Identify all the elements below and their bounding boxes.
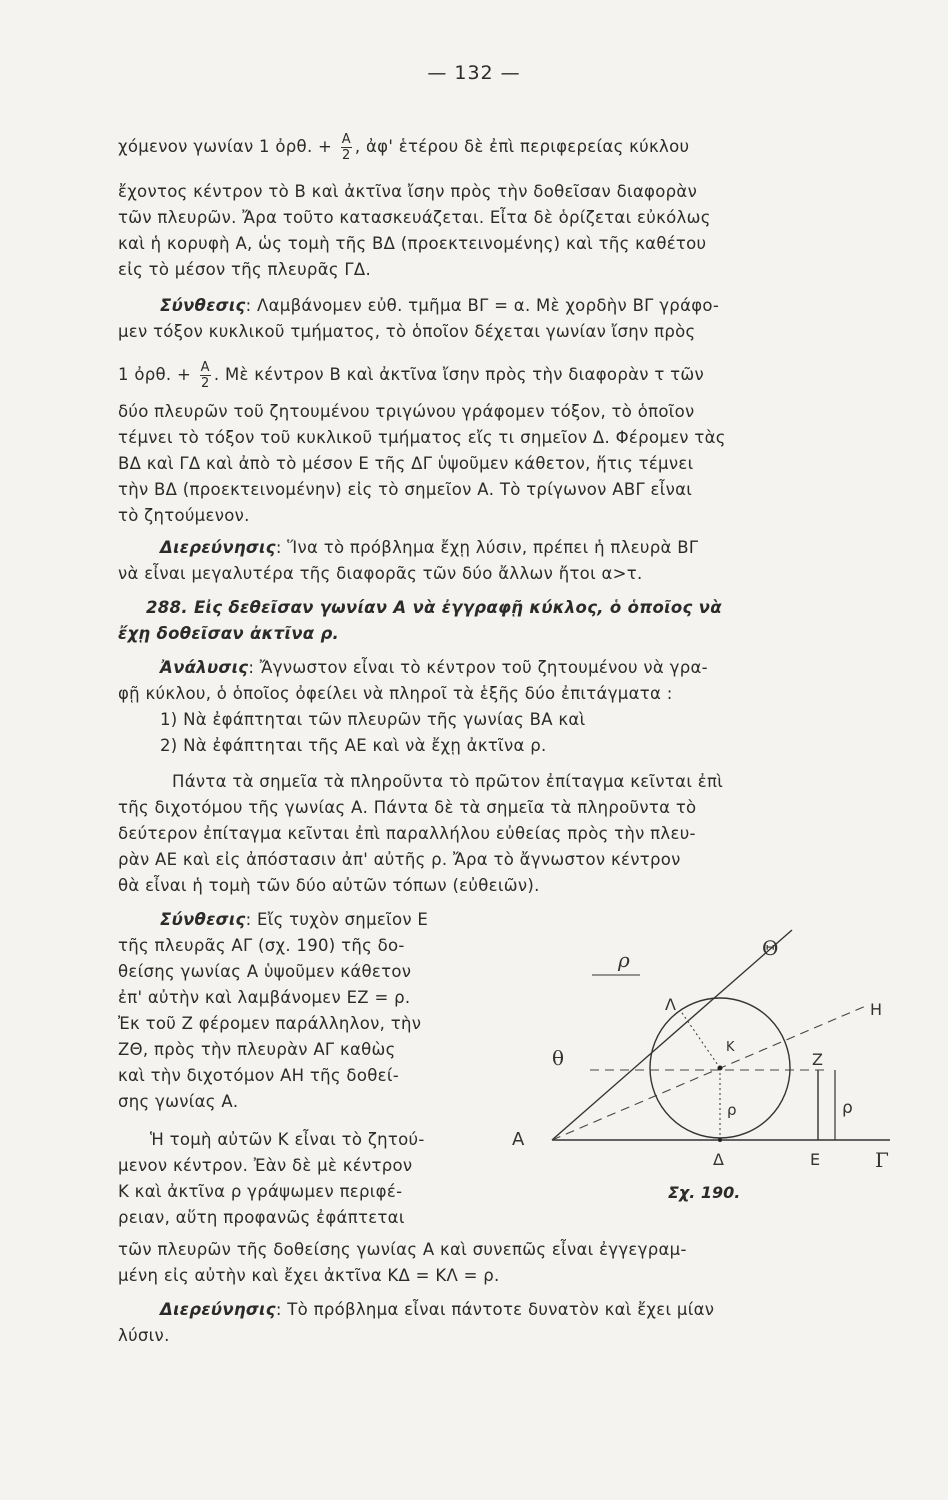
label-theta-top: Θ xyxy=(762,936,779,960)
label-Z: Z xyxy=(812,1050,823,1069)
text-line xyxy=(118,1240,687,1259)
fraction-numerator: A xyxy=(200,360,210,375)
text-line xyxy=(160,736,547,755)
line-text: : Τὸ πρόβλημα εἶναι πάντοτε δυνατὸν καὶ ἔχει μίαν xyxy=(275,1300,715,1319)
text-line xyxy=(160,538,698,557)
line-text: Ἐκ τοῦ Ζ φέρομεν παράλληλον, τὴν xyxy=(118,1014,422,1033)
fraction-denominator: 2 xyxy=(342,148,351,163)
line-text: Πάντα τὰ σημεῖα τὰ πληροῦντα τὸ πρῶτον ἐπίταγμα κεῖνται ἐπὶ xyxy=(172,772,724,791)
label-rho-top: ρ xyxy=(618,948,630,972)
label-H: H xyxy=(870,1000,883,1019)
line-text: θὰ εἶναι ἡ τομὴ τῶν δύο αὐτῶν τόπων (εὐθειῶν). xyxy=(118,876,540,895)
text-line xyxy=(118,1014,421,1033)
line-text: 1 ὀρθ. + xyxy=(118,365,197,384)
heading-text: 288. Εἰς δεθεῖσαν γωνίαν Α νὰ ἐγγραφῇ κύκλος, ὁ ὁποῖος νὰ xyxy=(146,598,722,617)
line-text-cont: , ἀφ' ἑτέρου δὲ ἐπὶ περιφερείας κύκλου xyxy=(354,137,690,156)
text-line xyxy=(118,428,726,447)
line-text: δύο πλευρῶν τοῦ ζητουμένου τριγώνου γράφομεν τόξον, τὸ ὁποῖον xyxy=(118,402,695,421)
text-line xyxy=(118,1208,405,1227)
line-text: μενον κέντρον. Ἐὰν δὲ μὲ κέντρον xyxy=(118,1156,413,1175)
page-number: — 132 — xyxy=(427,62,521,84)
text-line xyxy=(118,624,339,643)
label-rho-inner: ρ xyxy=(727,1101,737,1119)
text-line xyxy=(118,1092,238,1111)
line-text: 2) Νὰ ἐφάπτηται τῆς ΑΕ καὶ νὰ ἔχῃ ἀκτῖνα ρ. xyxy=(160,736,547,755)
text-line xyxy=(172,772,723,791)
label-theta-left: θ xyxy=(552,1046,565,1070)
line-text: τέμνει τὸ τόξον τοῦ κυκλικοῦ τμήματος εἴς τι σημεῖον Δ. Φέρομεν τὰς xyxy=(118,428,726,447)
line-text: ΖΘ, πρὸς τὴν πλευρὰν ΑΓ καθὼς xyxy=(118,1040,396,1059)
point-K xyxy=(718,1066,723,1071)
line-text: λύσιν. xyxy=(118,1326,170,1345)
line-text: ΒΔ καὶ ΓΔ καὶ ἀπὸ τὸ μέσον Ε τῆς ΔΓ ὑψοῦμεν κάθετον, ἥτις τέμνει xyxy=(118,454,694,473)
text-line xyxy=(118,684,673,703)
text-line xyxy=(118,360,704,391)
bisector-AH xyxy=(552,1005,868,1140)
text-line xyxy=(146,598,722,617)
point-Delta xyxy=(718,1138,722,1142)
text-line xyxy=(118,876,540,895)
line-text-cont: . Μὲ κέντρον Β καὶ ἀκτῖνα ἴσην πρὸς τὴν διαφορὰν τ τῶν xyxy=(213,365,704,384)
radius-K-Lambda xyxy=(680,1010,720,1068)
line-text: δεύτερον ἐπίταγμα κεῖνται ἐπὶ παραλλήλου εὐθείας πρὸς τὴν πλευ- xyxy=(118,824,696,843)
label-rho-side: ρ xyxy=(842,1098,853,1118)
fraction xyxy=(341,132,352,163)
label-Delta: Δ xyxy=(713,1150,724,1169)
line-text: τῶν πλευρῶν τῆς δοθείσης γωνίας Α καὶ συνεπῶς εἶναι ἐγγεγραμ- xyxy=(118,1240,687,1259)
text-line xyxy=(118,234,706,253)
fraction-numerator: A xyxy=(341,132,351,147)
text-line xyxy=(118,208,711,227)
angle-side-top xyxy=(552,930,792,1140)
line-text: θείσης γωνίας Α ὑψοῦμεν κάθετον xyxy=(118,962,412,981)
line-text: τῶν πλευρῶν. Ἄρα τοῦτο κατασκευάζεται. Εἶτα δὲ ὁρίζεται εὐκόλως xyxy=(118,208,711,227)
line-text: φῇ κύκλου, ὁ ὁποῖος ὀφείλει νὰ πληροῖ τὰ ἑξῆς δύο ἐπιτάγματα : xyxy=(118,684,673,703)
line-text: : Ἵνα τὸ πρόβλημα ἔχῃ λύσιν, πρέπει ἡ πλευρὰ ΒΓ xyxy=(275,538,699,557)
text-line xyxy=(118,1266,500,1285)
line-text: Ἡ τομὴ αὐτῶν Κ εἶναι τὸ ζητού- xyxy=(150,1130,425,1149)
text-line xyxy=(118,506,250,525)
line-text: ρειαν, αὕτη προφανῶς ἐφάπτεται xyxy=(118,1208,405,1227)
line-text: σης γωνίας Α. xyxy=(118,1092,239,1111)
line-text: : Λαμβάνομεν εὐθ. τμῆμα ΒΓ = α. Μὲ χορδὴν ΒΓ γράφο- xyxy=(245,296,720,315)
line-text: τῆς διχοτόμου τῆς γωνίας Α. Πάντα δὲ τὰ σημεῖα τὰ πληροῦντα τὸ xyxy=(118,798,697,817)
label-Lambda: Λ xyxy=(665,995,676,1014)
line-text: καὶ ἡ κορυφὴ Α, ὡς τομὴ τῆς ΒΔ (προεκτεινομένης) καὶ τῆς καθέτου xyxy=(118,234,707,253)
line-text: τὸ ζητούμενον. xyxy=(118,506,250,525)
text-line xyxy=(118,1182,402,1201)
text-line xyxy=(118,936,405,955)
line-text: ἐπ' αὐτὴν καὶ λαμβάνομεν ΕΖ = ρ. xyxy=(118,988,411,1007)
label-Gamma: Γ xyxy=(875,1148,889,1172)
text-line xyxy=(150,1130,425,1149)
text-line xyxy=(118,402,695,421)
line-text: μεν τόξον κυκλικοῦ τμήματος, τὸ ὁποῖον δέχεται γωνίαν ἴσην πρὸς xyxy=(118,322,696,341)
figure-190 xyxy=(512,925,910,1175)
text-line xyxy=(118,564,643,583)
figure-caption: Σχ. 190. xyxy=(668,1183,741,1202)
heading-text: Σύνθεσις xyxy=(160,910,246,929)
line-text: τὴν ΒΔ (προεκτεινομένην) εἰς τὸ σημεῖον Α. Τὸ τρίγωνον ΑΒΓ εἶναι xyxy=(118,480,693,499)
line-text: χόμενον γωνίαν 1 ὀρθ. + xyxy=(118,137,338,156)
label-K: K xyxy=(726,1040,735,1055)
heading-text: Σύνθεσις xyxy=(160,296,246,315)
text-line xyxy=(118,480,692,499)
text-line xyxy=(118,850,681,869)
text-line xyxy=(118,988,410,1007)
text-line xyxy=(118,1066,399,1085)
fraction xyxy=(200,360,211,391)
heading-text: Ἀνάλυσις xyxy=(160,658,249,677)
line-text: εἰς τὸ μέσον τῆς πλευρᾶς ΓΔ. xyxy=(118,260,372,279)
heading-text: Διερεύνησις xyxy=(160,1300,276,1319)
text-line xyxy=(118,182,697,201)
text-line xyxy=(118,132,689,163)
text-line xyxy=(118,1156,412,1175)
text-line xyxy=(160,658,708,677)
text-line xyxy=(118,798,696,817)
text-line xyxy=(118,260,371,279)
text-line xyxy=(118,454,693,473)
text-line xyxy=(160,296,719,315)
label-E: E xyxy=(810,1150,821,1169)
text-line xyxy=(118,322,696,341)
heading-text: ἔχῃ δοθεῖσαν ἀκτῖνα ρ. xyxy=(118,624,340,643)
line-text: : Εἴς τυχὸν σημεῖον Ε xyxy=(245,910,429,929)
text-line xyxy=(118,1326,170,1345)
fraction-denominator: 2 xyxy=(200,376,210,391)
line-text: ἔχοντος κέντρον τὸ Β καὶ ἀκτῖνα ἴσην πρὸς τὴν δοθεῖσαν διαφορὰν xyxy=(118,182,698,201)
text-line xyxy=(118,1040,396,1059)
text-line xyxy=(160,1300,714,1319)
line-text: μένη εἰς αὐτὴν καὶ ἔχει ἀκτῖνα ΚΔ = ΚΛ = ρ. xyxy=(118,1266,500,1285)
line-text: ρὰν ΑΕ καὶ εἰς ἀπόστασιν ἀπ' αὐτῆς ρ. Ἄρα τὸ ἄγνωστον κέντρον xyxy=(118,850,681,869)
text-line xyxy=(160,910,428,929)
line-text: νὰ εἶναι μεγαλυτέρα τῆς διαφορᾶς τῶν δύο ἄλλων ἤτοι α>τ. xyxy=(118,564,643,583)
line-text: Κ καὶ ἀκτῖνα ρ γράψωμεν περιφέ- xyxy=(118,1182,403,1201)
line-text: καὶ τὴν διχοτόμον ΑΗ τῆς δοθεί- xyxy=(118,1066,399,1085)
line-text: 1) Νὰ ἐφάπτηται τῶν πλευρῶν τῆς γωνίας ΒΑ καὶ xyxy=(160,710,586,729)
line-text: τῆς πλευρᾶς ΑΓ (σχ. 190) τῆς δο- xyxy=(118,936,405,955)
label-A: A xyxy=(512,1129,525,1150)
line-text: : Ἄγνωστον εἶναι τὸ κέντρον τοῦ ζητουμένου νὰ γρα- xyxy=(248,658,708,677)
text-line xyxy=(118,824,696,843)
heading-text: Διερεύνησις xyxy=(160,538,276,557)
text-line xyxy=(118,962,411,981)
text-line xyxy=(160,710,585,729)
